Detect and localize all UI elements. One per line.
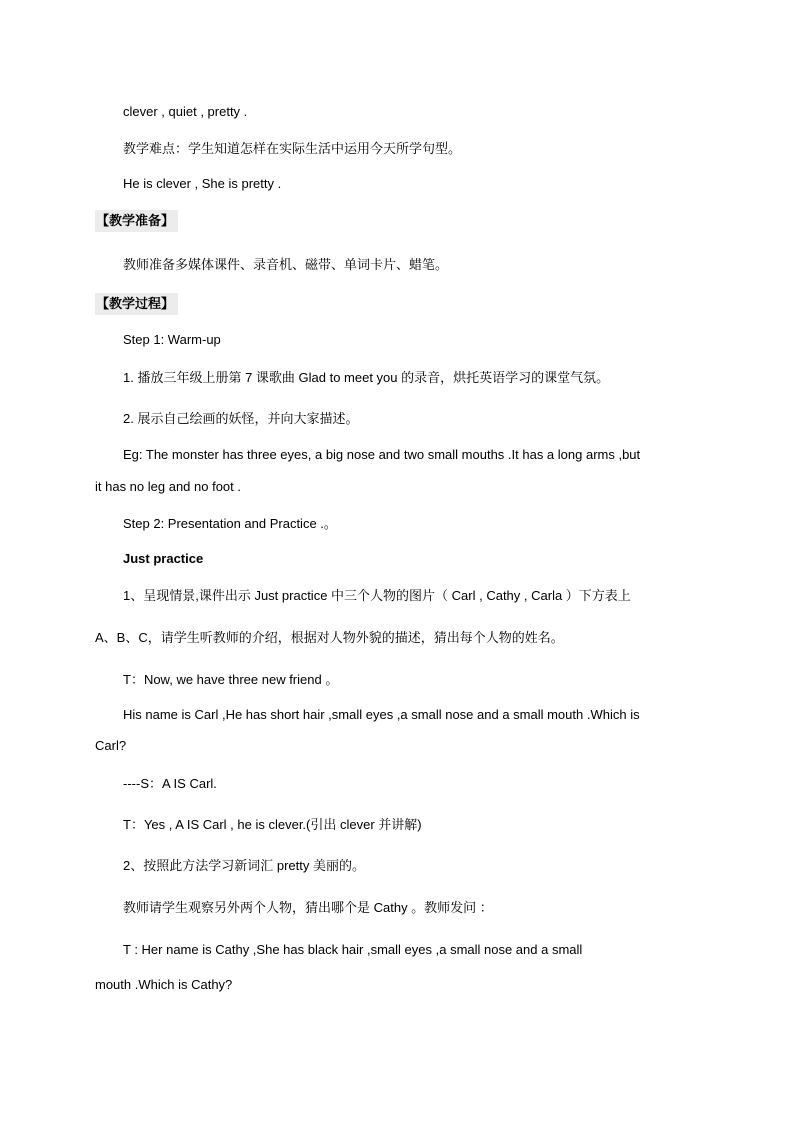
- dialogue-line: T : Her name is Cathy ,She has black hair ,small eyes ,a small nose and a small: [123, 942, 583, 957]
- step-heading: Step 2: Presentation and Practice .。: [123, 516, 337, 531]
- subheading-just-practice: Just practice: [123, 551, 204, 566]
- text-line: 2. 展示自己绘画的妖怪，并向大家描述。: [123, 411, 359, 426]
- text-line: 1、呈现情景,课件出示 Just practice 中三个人物的图片（ Carl , Cathy , Carla ）下方表上: [123, 588, 631, 603]
- dialogue-line: mouth .Which is Cathy?: [95, 977, 233, 992]
- dialogue-line: T：Yes , A IS Carl , he is clever.(引出 clever 并讲解): [123, 817, 422, 832]
- text-line: A、B、C，请学生听教师的介绍，根据对人物外貌的描述，猜出每个人物的姓名。: [95, 630, 564, 645]
- section-header-process: 【教学过程】: [95, 293, 178, 315]
- text-line-teaching-difficulty: 教学难点：学生知道怎样在实际生活中运用今天所学句型。: [123, 141, 462, 156]
- text-line: clever , quiet , pretty .: [123, 104, 248, 119]
- text-line: 教师请学生观察另外两个人物，猜出哪个是 Cathy 。教师发问 ：: [123, 900, 493, 915]
- section-header-preparation: 【教学准备】: [95, 210, 178, 232]
- text-line: Eg: The monster has three eyes, a big nose and two small mouths .It has a long arms ,but: [123, 447, 641, 462]
- dialogue-line: ----S：A IS Carl.: [123, 776, 217, 791]
- text-line: 2、按照此方法学习新词汇 pretty 美丽的。: [123, 858, 365, 873]
- step-heading: Step 1: Warm-up: [123, 332, 221, 347]
- dialogue-line: Carl?: [95, 738, 127, 753]
- text-line: it has no leg and no foot .: [95, 479, 241, 494]
- dialogue-line: T：Now, we have three new friend 。: [123, 672, 339, 687]
- text-line: 教师准备多媒体课件、录音机、磁带、单词卡片、蜡笔。: [123, 257, 449, 272]
- text-line: 1. 播放三年级上册第 7 课歌曲 Glad to meet you 的录音，烘托英语学习的课堂气氛。: [123, 370, 610, 385]
- dialogue-line: His name is Carl ,He has short hair ,small eyes ,a small nose and a small mouth .Which is: [123, 707, 640, 722]
- text-line: He is clever , She is pretty .: [123, 176, 282, 191]
